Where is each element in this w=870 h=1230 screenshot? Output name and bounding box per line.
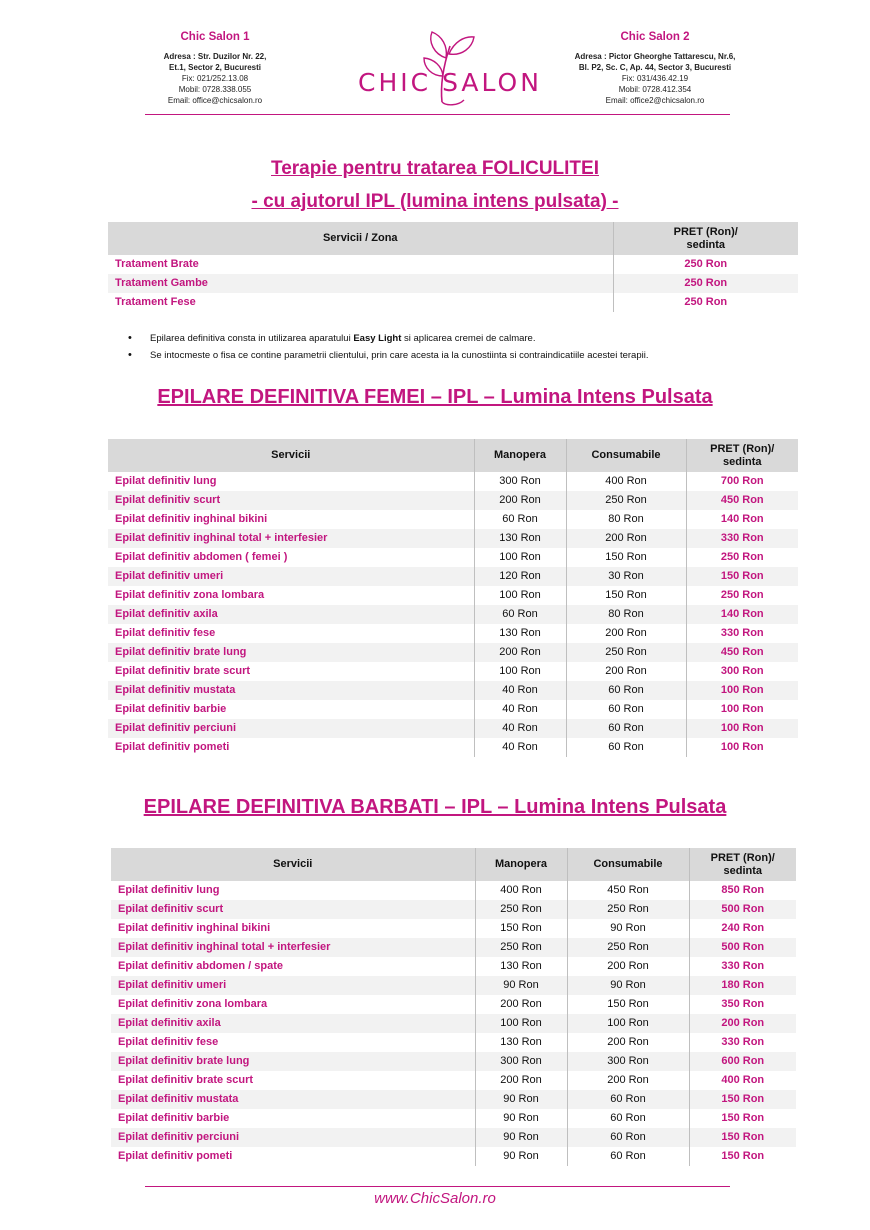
table-row — [111, 1014, 796, 1033]
service-cell: Epilat definitiv scurt — [111, 900, 475, 919]
labor-cell: 40 Ron — [474, 700, 566, 719]
men-price-table — [111, 848, 796, 1166]
consumables-cell: 60 Ron — [567, 1128, 689, 1147]
table-row — [111, 938, 796, 957]
column-header-price-line1: PRET (Ron)/ — [710, 442, 775, 455]
price-cell: 250 Ron — [613, 255, 798, 274]
service-cell: Epilat definitiv umeri — [108, 567, 474, 586]
service-cell: Epilat definitiv abdomen ( femei ) — [115, 551, 288, 563]
salon2-contact — [545, 30, 765, 106]
labor-cell: 200 Ron — [475, 995, 567, 1014]
table-row — [111, 1128, 796, 1147]
labor-cell: 100 Ron — [474, 548, 566, 567]
price-cell: 330 Ron — [689, 957, 796, 976]
price-cell: 150 Ron — [689, 1128, 796, 1147]
foliculita-subtitle: - cu ajutorul IPL (lumina intens pulsata) - — [251, 191, 619, 212]
note-item: • Se intocmeste o fisa ce contine parametrii clientului, prin care acesta ia la cunostiinta si contraindicatiile acestei terapii. — [128, 347, 828, 364]
consumables-cell: 60 Ron — [566, 681, 686, 700]
table-row — [108, 472, 798, 491]
labor-cell: 300 Ron — [474, 472, 566, 491]
consumables-cell: 100 Ron — [567, 1014, 689, 1033]
table-row — [108, 624, 798, 643]
service-cell: Epilat definitiv lung — [118, 884, 220, 896]
salon1-name: Chic Salon 1 — [180, 31, 250, 43]
price-cell: 100 Ron — [686, 719, 798, 738]
price-cell: 240 Ron — [689, 919, 796, 938]
price-cell: 700 Ron — [686, 472, 798, 491]
table-row — [111, 1052, 796, 1071]
service-cell: Tratament Gambe — [108, 274, 613, 293]
consumables-cell: 250 Ron — [566, 643, 686, 662]
labor-cell: 250 Ron — [475, 900, 567, 919]
women-table-body — [108, 472, 798, 757]
price-cell: 250 Ron — [686, 548, 798, 567]
price-cell: 850 Ron — [689, 881, 796, 900]
labor-cell: 60 Ron — [474, 510, 566, 529]
consumables-cell: 60 Ron — [567, 1090, 689, 1109]
service-cell: Epilat definitiv fese — [115, 627, 216, 639]
service-cell: Epilat definitiv pometi — [115, 741, 230, 753]
column-header-consumables: Consumabile — [566, 439, 686, 472]
column-header-consumables: Consumabile — [567, 848, 689, 881]
price-cell: 250 Ron — [686, 586, 798, 605]
service-cell: Tratament Brate — [115, 258, 199, 270]
consumables-cell: 150 Ron — [567, 995, 689, 1014]
price-cell: 200 Ron — [689, 1014, 796, 1033]
table-row — [108, 293, 798, 312]
consumables-cell: 200 Ron — [566, 624, 686, 643]
labor-cell: 100 Ron — [474, 662, 566, 681]
consumables-cell: 60 Ron — [566, 719, 686, 738]
salon2-phone-fix: Fix: 031/436.42.19 — [621, 74, 689, 83]
salon1-phone-fix: Fix: 021/252.13.08 — [181, 74, 249, 83]
service-cell: Epilat definitiv brate scurt — [115, 665, 251, 677]
price-cell: 450 Ron — [686, 643, 798, 662]
logo-wordmark: CHIC SALON — [358, 68, 542, 97]
labor-cell: 90 Ron — [475, 1109, 567, 1128]
price-cell: 500 Ron — [689, 900, 796, 919]
chic-salon-logo — [350, 28, 550, 112]
price-cell: 450 Ron — [686, 491, 798, 510]
service-cell: Epilat definitiv lung — [115, 475, 217, 487]
labor-cell: 90 Ron — [475, 1147, 567, 1166]
salon2-phone-mobile: Mobil: 0728.412.354 — [618, 85, 692, 94]
column-header-labor: Manopera — [474, 439, 566, 472]
column-header-labor: Manopera — [475, 848, 567, 881]
service-cell: Epilat definitiv scurt — [108, 491, 474, 510]
notes-list — [128, 330, 828, 364]
column-header-price-line2: sedinta — [686, 238, 725, 251]
service-cell: Epilat definitiv perciuni — [108, 719, 474, 738]
service-cell: Epilat definitiv pometi — [118, 1150, 233, 1162]
table-row — [108, 274, 798, 293]
table-row — [111, 919, 796, 938]
column-header-price — [689, 848, 796, 881]
labor-cell: 130 Ron — [475, 957, 567, 976]
labor-cell: 60 Ron — [474, 605, 566, 624]
foliculita-title: Terapie pentru tratarea FOLICULITEI — [271, 158, 599, 179]
labor-cell: 90 Ron — [475, 976, 567, 995]
price-cell: 150 Ron — [686, 567, 798, 586]
table-row — [108, 738, 798, 757]
labor-cell: 130 Ron — [474, 529, 566, 548]
service-cell: Epilat definitiv mustata — [108, 681, 474, 700]
consumables-cell: 450 Ron — [567, 881, 689, 900]
service-cell: Epilat definitiv barbie — [118, 1112, 230, 1124]
table-row — [108, 567, 798, 586]
labor-cell: 200 Ron — [474, 643, 566, 662]
table-row — [111, 881, 796, 900]
men-table-body — [111, 881, 796, 1166]
price-cell: 330 Ron — [686, 624, 798, 643]
consumables-cell: 90 Ron — [567, 919, 689, 938]
column-header-price — [686, 439, 798, 472]
price-cell: 150 Ron — [689, 1109, 796, 1128]
labor-cell: 250 Ron — [475, 938, 567, 957]
service-cell: Epilat definitiv brate lung — [111, 1052, 475, 1071]
table-row — [108, 719, 798, 738]
table-row — [111, 1109, 796, 1128]
foliculita-table-body — [108, 255, 798, 312]
consumables-cell: 250 Ron — [567, 938, 689, 957]
consumables-cell: 250 Ron — [567, 900, 689, 919]
service-cell: Epilat definitiv fese — [118, 1036, 219, 1048]
table-row — [111, 957, 796, 976]
labor-cell: 150 Ron — [475, 919, 567, 938]
consumables-cell: 200 Ron — [567, 1033, 689, 1052]
men-section-title: EPILARE DEFINITIVA BARBATI – IPL – Lumina Intens Pulsata — [143, 796, 727, 818]
salon1-address-line2: Et.1, Sector 2, Bucuresti — [168, 63, 262, 72]
table-row — [108, 681, 798, 700]
labor-cell: 90 Ron — [475, 1128, 567, 1147]
table-row — [111, 976, 796, 995]
service-cell: Epilat definitiv inghinal total + interfesier — [108, 529, 474, 548]
women-price-table — [108, 439, 798, 757]
table-row — [108, 510, 798, 529]
service-cell: Epilat definitiv barbie — [115, 703, 227, 715]
column-header-service: Servicii — [111, 848, 475, 881]
service-cell: Epilat definitiv axila — [108, 605, 474, 624]
price-cell: 140 Ron — [686, 605, 798, 624]
salon2-address-line2: Bl. P2, Sc. C, Ap. 44, Sector 3, Bucuresti — [578, 63, 732, 72]
note-item: • Epilarea definitiva consta in utilizarea aparatului Easy Light si aplicarea cremei de calmare. — [128, 330, 828, 347]
consumables-cell: 200 Ron — [567, 1071, 689, 1090]
price-cell: 100 Ron — [686, 681, 798, 700]
salon2-email: Email: office2@chicsalon.ro — [605, 96, 705, 105]
consumables-cell: 60 Ron — [566, 700, 686, 719]
salon1-phone-mobile: Mobil: 0728.338.055 — [178, 85, 252, 94]
service-cell: Epilat definitiv abdomen / spate — [118, 960, 284, 972]
service-cell: Epilat definitiv zona lombara — [115, 589, 265, 601]
consumables-cell: 30 Ron — [566, 567, 686, 586]
table-row — [111, 1071, 796, 1090]
labor-cell: 120 Ron — [474, 567, 566, 586]
price-cell: 150 Ron — [689, 1147, 796, 1166]
price-cell: 140 Ron — [686, 510, 798, 529]
table-row — [108, 700, 798, 719]
table-row — [108, 548, 798, 567]
consumables-cell: 300 Ron — [567, 1052, 689, 1071]
salon1-email: Email: office@chicsalon.ro — [167, 96, 263, 105]
service-cell: Epilat definitiv perciuni — [111, 1128, 475, 1147]
table-row — [111, 1090, 796, 1109]
labor-cell: 100 Ron — [475, 1014, 567, 1033]
price-cell: 100 Ron — [686, 738, 798, 757]
footer-divider — [145, 1186, 730, 1187]
column-header-service: Servicii / Zona — [108, 222, 613, 255]
labor-cell: 200 Ron — [474, 491, 566, 510]
column-header-price-line1: PRET (Ron)/ — [673, 225, 738, 238]
table-row — [111, 1147, 796, 1166]
table-row — [111, 900, 796, 919]
table-row — [108, 605, 798, 624]
service-cell: Tratament Fese — [115, 296, 196, 308]
women-section-title: EPILARE DEFINITIVA FEMEI – IPL – Lumina Intens Pulsata — [157, 386, 713, 408]
price-cell: 180 Ron — [689, 976, 796, 995]
price-cell: 500 Ron — [689, 938, 796, 957]
price-cell: 150 Ron — [689, 1090, 796, 1109]
consumables-cell: 150 Ron — [566, 548, 686, 567]
consumables-cell: 80 Ron — [566, 605, 686, 624]
service-cell: Epilat definitiv axila — [111, 1014, 475, 1033]
labor-cell: 200 Ron — [475, 1071, 567, 1090]
consumables-cell: 400 Ron — [566, 472, 686, 491]
consumables-cell: 250 Ron — [566, 491, 686, 510]
consumables-cell: 200 Ron — [566, 662, 686, 681]
price-cell: 300 Ron — [686, 662, 798, 681]
service-cell: Epilat definitiv zona lombara — [118, 998, 268, 1010]
table-row — [111, 1033, 796, 1052]
labor-cell: 40 Ron — [474, 738, 566, 757]
labor-cell: 40 Ron — [474, 719, 566, 738]
price-cell: 350 Ron — [689, 995, 796, 1014]
salon1-contact — [105, 30, 325, 106]
foliculita-table — [108, 222, 798, 312]
price-cell: 400 Ron — [689, 1071, 796, 1090]
consumables-cell: 60 Ron — [567, 1147, 689, 1166]
service-cell: Epilat definitiv inghinal bikini — [118, 922, 271, 934]
consumables-cell: 60 Ron — [566, 738, 686, 757]
consumables-cell: 60 Ron — [567, 1109, 689, 1128]
service-cell: Epilat definitiv umeri — [111, 976, 475, 995]
price-cell: 250 Ron — [613, 274, 798, 293]
salon2-name: Chic Salon 2 — [620, 31, 690, 43]
consumables-cell: 150 Ron — [566, 586, 686, 605]
salon1-address-line1: Adresa : Str. Duzilor Nr. 22, — [163, 52, 267, 61]
header-divider — [145, 114, 730, 115]
table-header-row — [108, 222, 798, 255]
price-cell: 250 Ron — [613, 293, 798, 312]
table-row — [108, 662, 798, 681]
column-header-service: Servicii — [108, 439, 474, 472]
service-cell: Epilat definitiv brate lung — [108, 643, 474, 662]
price-cell: 330 Ron — [689, 1033, 796, 1052]
table-row — [108, 491, 798, 510]
column-header-price-line1: PRET (Ron)/ — [710, 851, 775, 864]
table-header-row — [111, 848, 796, 881]
table-row — [108, 643, 798, 662]
service-cell: Epilat definitiv mustata — [111, 1090, 475, 1109]
labor-cell: 40 Ron — [474, 681, 566, 700]
service-cell: Epilat definitiv inghinal bikini — [115, 513, 268, 525]
price-cell: 330 Ron — [686, 529, 798, 548]
column-header-price-line2: sedinta — [722, 455, 762, 468]
service-cell: Epilat definitiv inghinal total + interfesier — [111, 938, 475, 957]
table-header-row — [108, 439, 798, 472]
table-row — [111, 995, 796, 1014]
price-cell: 600 Ron — [689, 1052, 796, 1071]
labor-cell: 300 Ron — [475, 1052, 567, 1071]
labor-cell: 130 Ron — [475, 1033, 567, 1052]
table-row — [108, 255, 798, 274]
column-header-price-line2: sedinta — [723, 864, 762, 877]
labor-cell: 130 Ron — [474, 624, 566, 643]
price-cell: 100 Ron — [686, 700, 798, 719]
labor-cell: 90 Ron — [475, 1090, 567, 1109]
consumables-cell: 200 Ron — [567, 957, 689, 976]
consumables-cell: 80 Ron — [566, 510, 686, 529]
salon2-address-line1: Adresa : Pictor Gheorghe Tattarescu, Nr.6, — [574, 52, 736, 61]
consumables-cell: 200 Ron — [566, 529, 686, 548]
table-row — [108, 586, 798, 605]
service-cell: Epilat definitiv brate scurt — [118, 1074, 254, 1086]
labor-cell: 400 Ron — [475, 881, 567, 900]
column-header-price — [613, 222, 798, 255]
consumables-cell: 90 Ron — [567, 976, 689, 995]
website-link[interactable]: www.ChicSalon.ro — [374, 1190, 496, 1207]
labor-cell: 100 Ron — [474, 586, 566, 605]
table-row — [108, 529, 798, 548]
